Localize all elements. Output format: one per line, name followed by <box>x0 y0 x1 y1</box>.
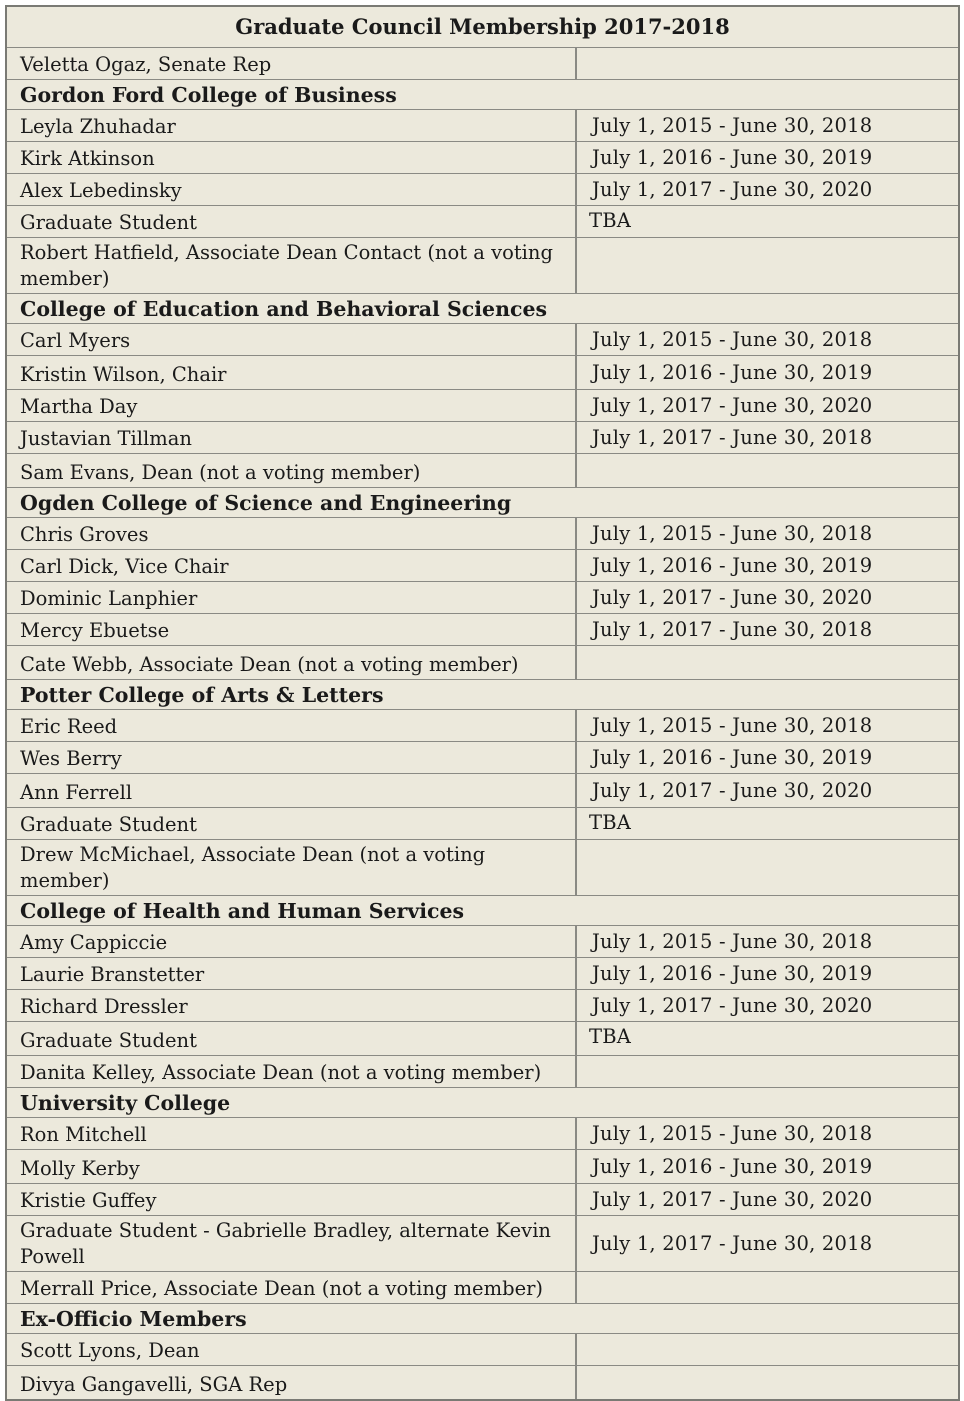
member-name: Robert Hatfield, Associate Dean Contact (not a voting member) <box>7 238 577 293</box>
member-name: Molly Kerby <box>7 1150 577 1183</box>
member-name: Graduate Student <box>7 206 577 237</box>
member-name: Divya Gangavelli, SGA Rep <box>7 1366 577 1399</box>
member-name: Mercy Ebuetse <box>7 614 577 645</box>
table-row <box>7 958 958 990</box>
member-name: Graduate Student <box>7 808 577 839</box>
member-name: Wes Berry <box>7 742 577 773</box>
table-row <box>7 1216 958 1272</box>
member-name: Merrall Price, Associate Dean (not a voting member) <box>7 1272 577 1303</box>
section-header: College of Education and Behavioral Sciences <box>7 294 958 324</box>
term-dates <box>577 1272 958 1303</box>
table-row <box>7 110 958 142</box>
table-row <box>7 206 958 238</box>
table-row <box>7 422 958 454</box>
term-dates: July 1, 2015 - June 30, 2018 <box>592 114 873 137</box>
table-row <box>7 774 958 808</box>
member-name: Alex Lebedinsky <box>7 174 577 205</box>
table-row <box>7 550 958 582</box>
term-dates: July 1, 2017 - June 30, 2020 <box>592 1188 873 1211</box>
table-row <box>7 390 958 422</box>
table-row <box>7 142 958 174</box>
member-name: Carl Dick, Vice Chair <box>7 550 577 581</box>
table-row <box>7 1022 958 1056</box>
section-header: Gordon Ford College of Business <box>7 80 958 110</box>
table-title: Graduate Council Membership 2017-2018 <box>7 7 958 48</box>
term-dates: July 1, 2017 - June 30, 2020 <box>592 994 873 1017</box>
term-dates <box>577 454 958 487</box>
term-dates: July 1, 2015 - June 30, 2018 <box>592 522 873 545</box>
term-dates: July 1, 2017 - June 30, 2020 <box>592 178 873 201</box>
term-dates: July 1, 2015 - June 30, 2018 <box>592 328 873 351</box>
member-name: Kirk Atkinson <box>7 142 577 173</box>
term-dates <box>577 1366 958 1399</box>
member-name: Veletta Ogaz, Senate Rep <box>7 48 577 79</box>
member-name: Dominic Lanphier <box>7 582 577 613</box>
term-dates <box>577 48 958 79</box>
table-row <box>7 1150 958 1184</box>
table-row <box>7 1056 958 1088</box>
table-row <box>7 614 958 646</box>
term-dates <box>577 646 958 679</box>
table-row <box>7 808 958 840</box>
table-row <box>7 518 958 550</box>
table-row <box>7 1334 958 1366</box>
member-name: Martha Day <box>7 390 577 421</box>
section-header: Ogden College of Science and Engineering <box>7 488 958 518</box>
member-name: Sam Evans, Dean (not a voting member) <box>7 454 577 487</box>
member-name: Leyla Zhuhadar <box>7 110 577 141</box>
member-name: Justavian Tillman <box>7 422 577 453</box>
table-row <box>7 990 958 1022</box>
table-row <box>7 1272 958 1304</box>
member-name: Graduate Student <box>7 1022 577 1055</box>
table-row <box>7 840 958 896</box>
table-row <box>7 174 958 206</box>
table-row <box>7 1366 958 1399</box>
member-name: Scott Lyons, Dean <box>7 1334 577 1365</box>
section-header: University College <box>7 1088 958 1118</box>
section-header: Potter College of Arts & Letters <box>7 680 958 710</box>
section-header: College of Health and Human Services <box>7 896 958 926</box>
table-row <box>7 48 958 80</box>
term-dates: July 1, 2016 - June 30, 2019 <box>592 1155 873 1178</box>
table-body <box>7 48 958 1399</box>
table-row <box>7 238 958 294</box>
term-dates: July 1, 2015 - June 30, 2018 <box>592 1122 873 1145</box>
table-row <box>7 742 958 774</box>
section-header: Ex-Officio Members <box>7 1304 958 1334</box>
term-dates <box>577 1334 958 1365</box>
term-dates: TBA <box>589 209 632 232</box>
term-dates: July 1, 2017 - June 30, 2020 <box>592 586 873 609</box>
member-name: Ann Ferrell <box>7 774 577 807</box>
term-dates: July 1, 2016 - June 30, 2019 <box>592 554 873 577</box>
member-name: Danita Kelley, Associate Dean (not a voting member) <box>7 1056 577 1087</box>
member-name: Drew McMichael, Associate Dean (not a voting member) <box>7 840 577 895</box>
member-name: Kristie Guffey <box>7 1184 577 1215</box>
member-name: Ron Mitchell <box>7 1118 577 1149</box>
membership-table <box>5 5 960 1401</box>
member-name: Carl Myers <box>7 324 577 355</box>
term-dates: July 1, 2016 - June 30, 2019 <box>592 146 873 169</box>
table-row <box>7 646 958 680</box>
table-row <box>7 926 958 958</box>
table-row <box>7 1118 958 1150</box>
member-name: Chris Groves <box>7 518 577 549</box>
term-dates: July 1, 2015 - June 30, 2018 <box>592 930 873 953</box>
term-dates: July 1, 2017 - June 30, 2020 <box>592 779 873 802</box>
table-row <box>7 710 958 742</box>
term-dates: July 1, 2017 - June 30, 2020 <box>592 394 873 417</box>
term-dates: July 1, 2017 - June 30, 2018 <box>592 1232 873 1255</box>
table-row <box>7 454 958 488</box>
table-row <box>7 582 958 614</box>
term-dates: July 1, 2015 - June 30, 2018 <box>592 714 873 737</box>
term-dates <box>577 238 958 293</box>
term-dates <box>577 1056 958 1087</box>
table-row <box>7 324 958 356</box>
member-name: Graduate Student - Gabrielle Bradley, alternate Kevin Powell <box>7 1216 577 1271</box>
member-name: Laurie Branstetter <box>7 958 577 989</box>
member-name: Amy Cappiccie <box>7 926 577 957</box>
term-dates <box>577 840 958 895</box>
term-dates: July 1, 2016 - June 30, 2019 <box>592 746 873 769</box>
term-dates: July 1, 2017 - June 30, 2018 <box>592 426 873 449</box>
member-name: Cate Webb, Associate Dean (not a voting member) <box>7 646 577 679</box>
member-name: Eric Reed <box>7 710 577 741</box>
term-dates: July 1, 2016 - June 30, 2019 <box>592 361 873 384</box>
member-name: Kristin Wilson, Chair <box>7 356 577 389</box>
term-dates: TBA <box>589 1025 632 1048</box>
term-dates: July 1, 2016 - June 30, 2019 <box>592 962 873 985</box>
table-row <box>7 1184 958 1216</box>
term-dates: July 1, 2017 - June 30, 2018 <box>592 618 873 641</box>
term-dates: TBA <box>589 811 632 834</box>
member-name: Richard Dressler <box>7 990 577 1021</box>
table-row <box>7 356 958 390</box>
